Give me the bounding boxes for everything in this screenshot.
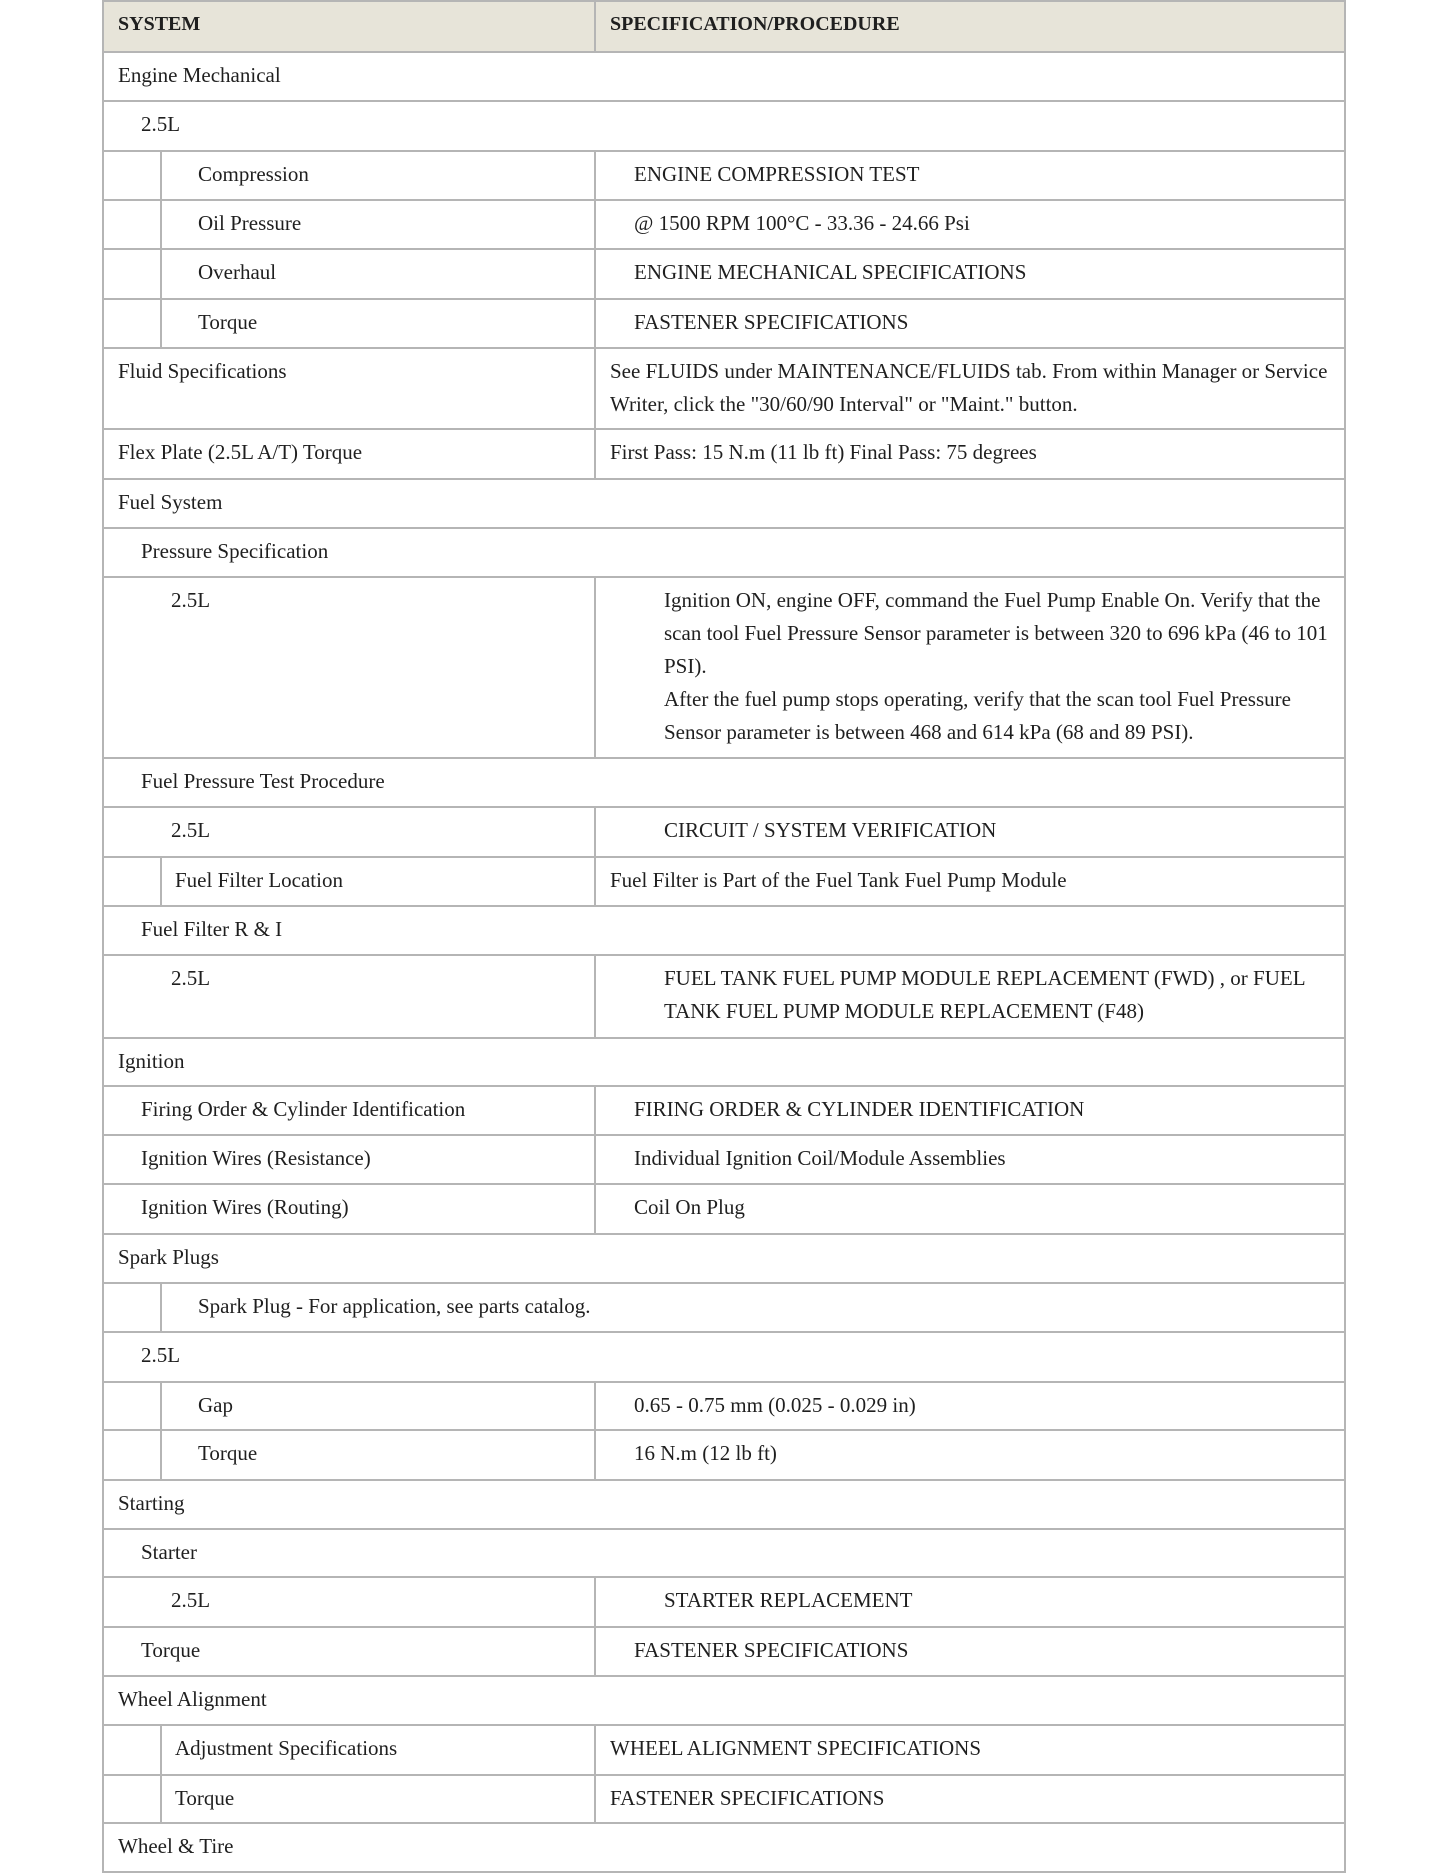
- spec-value: Fuel Filter is Part of the Fuel Tank Fuel Pump Module: [610, 868, 1067, 892]
- system-cell: [104, 1776, 594, 1822]
- system-cell: [104, 102, 1344, 150]
- system-cell: [104, 1333, 1344, 1381]
- spec-value: See FLUIDS under MAINTENANCE/FLUIDS tab. From within Manager or Service Writer, click the "30/60/90 Interval" or "Maint." button.: [610, 359, 1328, 416]
- system-label: Torque: [175, 1786, 235, 1810]
- system-cell: [104, 152, 594, 199]
- spec-value: @ 1500 RPM 100°C - 33.36 - 24.66 Psi: [634, 211, 970, 235]
- system-label: Compression: [198, 162, 309, 186]
- system-label: Fuel System: [118, 490, 223, 514]
- system-cell: [104, 1185, 594, 1233]
- table-row: [104, 1626, 1344, 1675]
- system-cell: [104, 1824, 1344, 1871]
- table-row: [104, 1037, 1344, 1085]
- system-label: Spark Plugs: [118, 1245, 219, 1269]
- table-row: [104, 428, 1344, 478]
- table-row: [104, 527, 1344, 576]
- spec-value: Ignition ON, engine OFF, command the Fuel Pump Enable On. Verify that the scan tool Fuel Pressure Sensor parameter is between 320 to 696 kPa (46 to 101 PSI).: [664, 588, 1328, 678]
- system-cell: [104, 250, 594, 298]
- system-label: Fuel Pressure Test Procedure: [141, 769, 385, 793]
- spec-cell: [594, 430, 1344, 478]
- system-label: Adjustment Specifications: [175, 1736, 398, 1760]
- table-row: [104, 1429, 1344, 1479]
- spec-value: 0.65 - 0.75 mm (0.025 - 0.029 in): [634, 1393, 916, 1417]
- system-label: Wheel Alignment: [118, 1687, 267, 1711]
- system-cell: [104, 1530, 1344, 1576]
- system-label: Torque: [198, 310, 258, 334]
- table-row: [104, 199, 1344, 248]
- spec-cell: [594, 1185, 1344, 1233]
- system-label: Gap: [198, 1393, 233, 1417]
- spec-value: FASTENER SPECIFICATIONS: [634, 1638, 909, 1662]
- table-row: [104, 51, 1344, 100]
- header-spec-label: SPECIFICATION/PROCEDURE: [610, 13, 900, 35]
- spec-value: 16 N.m (12 lb ft): [634, 1441, 777, 1465]
- system-label: Fuel Filter R & I: [141, 917, 283, 941]
- table-row: [104, 757, 1344, 806]
- spec-cell: [594, 1136, 1344, 1183]
- table-row: [104, 856, 1344, 905]
- table-header-row: [104, 2, 1344, 51]
- system-cell: [104, 1628, 594, 1675]
- system-cell: [104, 529, 1344, 576]
- system-cell: [104, 1136, 594, 1183]
- header-system: [104, 2, 594, 51]
- system-label: Wheel & Tire: [118, 1834, 234, 1858]
- spec-value: FASTENER SPECIFICATIONS: [610, 1786, 885, 1810]
- spec-value: WHEEL ALIGNMENT SPECIFICATIONS: [610, 1736, 981, 1760]
- system-label: Flex Plate (2.5L A/T) Torque: [118, 440, 363, 464]
- system-label: Starting: [118, 1491, 185, 1515]
- system-cell: [104, 907, 1344, 954]
- table-row: [104, 905, 1344, 954]
- spec-value: FIRING ORDER & CYLINDER IDENTIFICATION: [634, 1097, 1085, 1121]
- spec-cell: [594, 1383, 1344, 1429]
- spec-value: ENGINE COMPRESSION TEST: [634, 162, 920, 186]
- spec-cell: [594, 1087, 1344, 1134]
- spec-value: First Pass: 15 N.m (11 lb ft) Final Pass: 75 degrees: [610, 440, 1037, 464]
- spec-cell: [594, 201, 1344, 248]
- table-row: [104, 478, 1344, 527]
- table-row: [104, 1282, 1344, 1331]
- system-label: 2.5L: [171, 1588, 211, 1612]
- spec-cell: [594, 349, 1344, 428]
- system-cell: [104, 480, 1344, 527]
- system-cell: [104, 1481, 1344, 1528]
- system-label: Ignition Wires (Routing): [141, 1195, 349, 1219]
- system-cell: [104, 430, 594, 478]
- system-cell: [104, 1677, 1344, 1724]
- system-cell: [104, 808, 594, 856]
- system-cell: [104, 1235, 1344, 1282]
- system-label: 2.5L: [141, 112, 181, 136]
- table-row: [104, 1675, 1344, 1724]
- system-label: Ignition: [118, 1049, 185, 1073]
- system-label: 2.5L: [141, 1343, 181, 1367]
- system-label: Torque: [141, 1638, 201, 1662]
- spec-cell: [594, 1628, 1344, 1675]
- system-label: Pressure Specification: [141, 539, 329, 563]
- table-row: [104, 1134, 1344, 1183]
- system-cell: [104, 1087, 594, 1134]
- system-cell: [104, 578, 594, 757]
- table-row: [104, 248, 1344, 298]
- system-label: Engine Mechanical: [118, 63, 281, 87]
- spec-value: Individual Ignition Coil/Module Assemblies: [634, 1146, 1006, 1170]
- system-cell: [104, 1039, 1344, 1085]
- system-cell: [104, 1431, 594, 1479]
- table-row: [104, 954, 1344, 1037]
- spec-cell: [594, 1578, 1344, 1626]
- system-cell: [104, 201, 594, 248]
- spec-cell: [594, 1776, 1344, 1822]
- table-row: [104, 100, 1344, 150]
- system-cell: [104, 53, 1344, 100]
- spec-value: FASTENER SPECIFICATIONS: [634, 310, 909, 334]
- spec-value: FUEL TANK FUEL PUMP MODULE REPLACEMENT (FWD) , or FUEL TANK FUEL PUMP MODULE REPLACEMENT (F48): [664, 966, 1305, 1023]
- system-cell: [104, 1383, 594, 1429]
- specification-table: [102, 0, 1346, 1873]
- system-label: 2.5L: [171, 588, 211, 612]
- spec-cell: [594, 1726, 1344, 1774]
- spec-cell: [594, 858, 1344, 905]
- system-label: Firing Order & Cylinder Identification: [141, 1097, 466, 1121]
- system-cell: [104, 300, 594, 347]
- table-row: [104, 150, 1344, 199]
- table-row: [104, 576, 1344, 757]
- spec-cell: [594, 250, 1344, 298]
- header-spec: [594, 2, 1344, 51]
- system-cell: [104, 759, 1344, 806]
- table-row: [104, 1822, 1344, 1871]
- system-cell: [104, 1726, 594, 1774]
- system-cell: [104, 349, 594, 428]
- spec-value: CIRCUIT / SYSTEM VERIFICATION: [664, 818, 997, 842]
- spec-cell: [594, 956, 1344, 1037]
- header-system-label: SYSTEM: [118, 13, 201, 35]
- system-label: Oil Pressure: [198, 211, 302, 235]
- spec-cell: [594, 1431, 1344, 1479]
- table-row: [104, 806, 1344, 856]
- system-cell: [104, 1284, 1344, 1331]
- system-label: Overhaul: [198, 260, 277, 284]
- spec-value: Coil On Plug: [634, 1195, 745, 1219]
- table-row: [104, 1331, 1344, 1381]
- table-row: [104, 298, 1344, 347]
- system-label: 2.5L: [171, 966, 211, 990]
- system-cell: [104, 858, 594, 905]
- system-label: Starter: [141, 1540, 197, 1564]
- system-label: 2.5L: [171, 818, 211, 842]
- system-label: Torque: [198, 1441, 258, 1465]
- system-label: Fluid Specifications: [118, 359, 287, 383]
- table-row: [104, 1774, 1344, 1822]
- system-cell: [104, 1578, 594, 1626]
- spec-cell: [594, 808, 1344, 856]
- table-row: [104, 1576, 1344, 1626]
- spec-cell: [594, 152, 1344, 199]
- system-label: Spark Plug - For application, see parts catalog.: [198, 1294, 591, 1318]
- system-label: Ignition Wires (Resistance): [141, 1146, 371, 1170]
- spec-cell: [594, 578, 1344, 757]
- table-row: [104, 1233, 1344, 1282]
- table-row: [104, 1724, 1344, 1774]
- spec-value: STARTER REPLACEMENT: [664, 1588, 913, 1612]
- table-row: [104, 1479, 1344, 1528]
- table-row: [104, 1528, 1344, 1576]
- table-row: [104, 1381, 1344, 1429]
- system-cell: [104, 956, 594, 1037]
- table-row: [104, 1183, 1344, 1233]
- spec-cell: [594, 300, 1344, 347]
- table-row: [104, 1085, 1344, 1134]
- spec-value: ENGINE MECHANICAL SPECIFICATIONS: [634, 260, 1027, 284]
- table-row: [104, 347, 1344, 428]
- system-label: Fuel Filter Location: [175, 868, 343, 892]
- spec-value-continued: After the fuel pump stops operating, verify that the scan tool Fuel Pressure Sensor parameter is between 468 and 614 kPa (68 and 89 PSI).: [664, 687, 1291, 744]
